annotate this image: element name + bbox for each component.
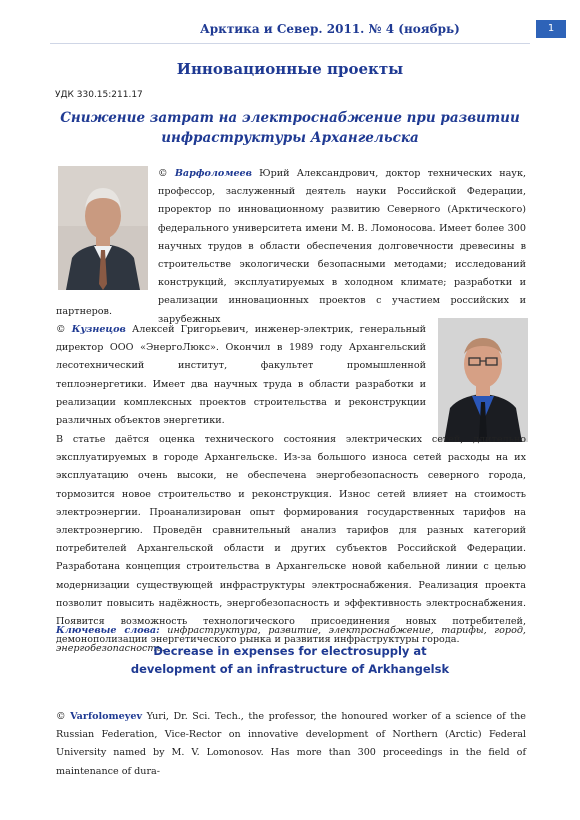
- author1-name: Варфоломеев: [174, 168, 252, 179]
- author1-bio-en: [56, 708, 526, 781]
- copyright-mark: ©: [56, 711, 66, 722]
- udk-code: УДК 330.15:211.17: [55, 90, 143, 100]
- author1-bio-tail: партнеров.: [56, 306, 113, 317]
- author1-bio-text: Юрий Александрович, доктор технических наук, профессор, заслуженный деятель науки Российской Федерации, проректор по инновационному развитию Северного (Арктического) федерального университета имени М. В. Ломоносова. Имеет более 300 научных трудов в области обеспечения долговечности древесины в строительстве экологически безопасными методами; исследований конструкций, эксплуатируемых в холодном климате; разработки и реализации инновационных проектов с участием российских и зарубежных: [158, 168, 526, 325]
- abstract-ru: В статье даётся оценка технического состояния электрических сетей, длительно эксплуатируемых в городе Архангельске. Из-за большого износа сетей расходы на их эксплуатацию очень высоки, не обеспечена энергобезопасность северного города, тормозится новое строительство и реконструкция. Износ сетей влияет на стоимость электроэнергии. Проанализирован опыт формирования государственных тарифов на электроэнергию. Проведён сравнительный анализ тарифов для разных категорий потребителей Архангельской области и других субъектов Российской Федерации. Разработана концепция строительства в Архангельске новой кабельной линии с целью модернизации существующей инфраструктуры электроснабжения. Реализация проекта позволит повысить надёжность, энергобезопасность и эффективность электроснабжения. Появится возможность технологического присоединения новых потребителей, демонополизации энергетического рынка и развития инфраструктуры города.: [56, 434, 526, 646]
- author2-bio-text: Алексей Григорьевич, инженер-электрик, генеральный директор ООО «ЭнергоЛюкс». Окончил в 1989 году Архангельский лесотехнический институт, факультет промышленной теплоэнергетики. Имеет два научных труда в области разработки и реализации комплексных проектов строительства и реконструкции различных объектов энергетики.: [56, 324, 426, 427]
- article-title-en: [60, 642, 520, 678]
- page-number-badge: 1: [536, 20, 566, 38]
- article-title: Снижение затрат на электроснабжение при развитии инфраструктуры Архангельска: [60, 110, 520, 146]
- author-photo-varfolomeev: [58, 166, 148, 290]
- author2-bio: [56, 321, 426, 430]
- author1-name-en: Varfolomeyev: [70, 711, 143, 722]
- author1-bio-en-text: Yuri, Dr. Sci. Tech., the professor, the honoured worker of a science of the Russian Federation, Vice-Rector on innovative development of Northern (Arctic) Federal University named by M. V. Lomonosov. Has more than 300 proceedings in the field of maintenance of dura-: [56, 711, 526, 777]
- author-photo-kuznetsov: [438, 318, 528, 442]
- journal-title: Арктика и Север. 2011. № 4 (ноябрь): [200, 22, 460, 36]
- article-title-en-line2: development of an infrastructure of Arkhangelsk: [130, 662, 450, 676]
- copyright-mark: ©: [56, 324, 66, 335]
- running-header: [0, 18, 580, 40]
- header-divider: [50, 43, 530, 44]
- keywords-label: Ключевые слова:: [56, 625, 160, 636]
- author2-name: Кузнецов: [71, 324, 126, 335]
- section-title: Инновационные проекты: [176, 60, 404, 78]
- article-title-en-line1: Decrease in expenses for electrosupply at: [153, 644, 427, 658]
- keywords-text: инфраструктура, развитие, электроснабжение, тарифы, город, энергобезопасность.: [56, 625, 526, 655]
- copyright-mark: ©: [158, 168, 168, 179]
